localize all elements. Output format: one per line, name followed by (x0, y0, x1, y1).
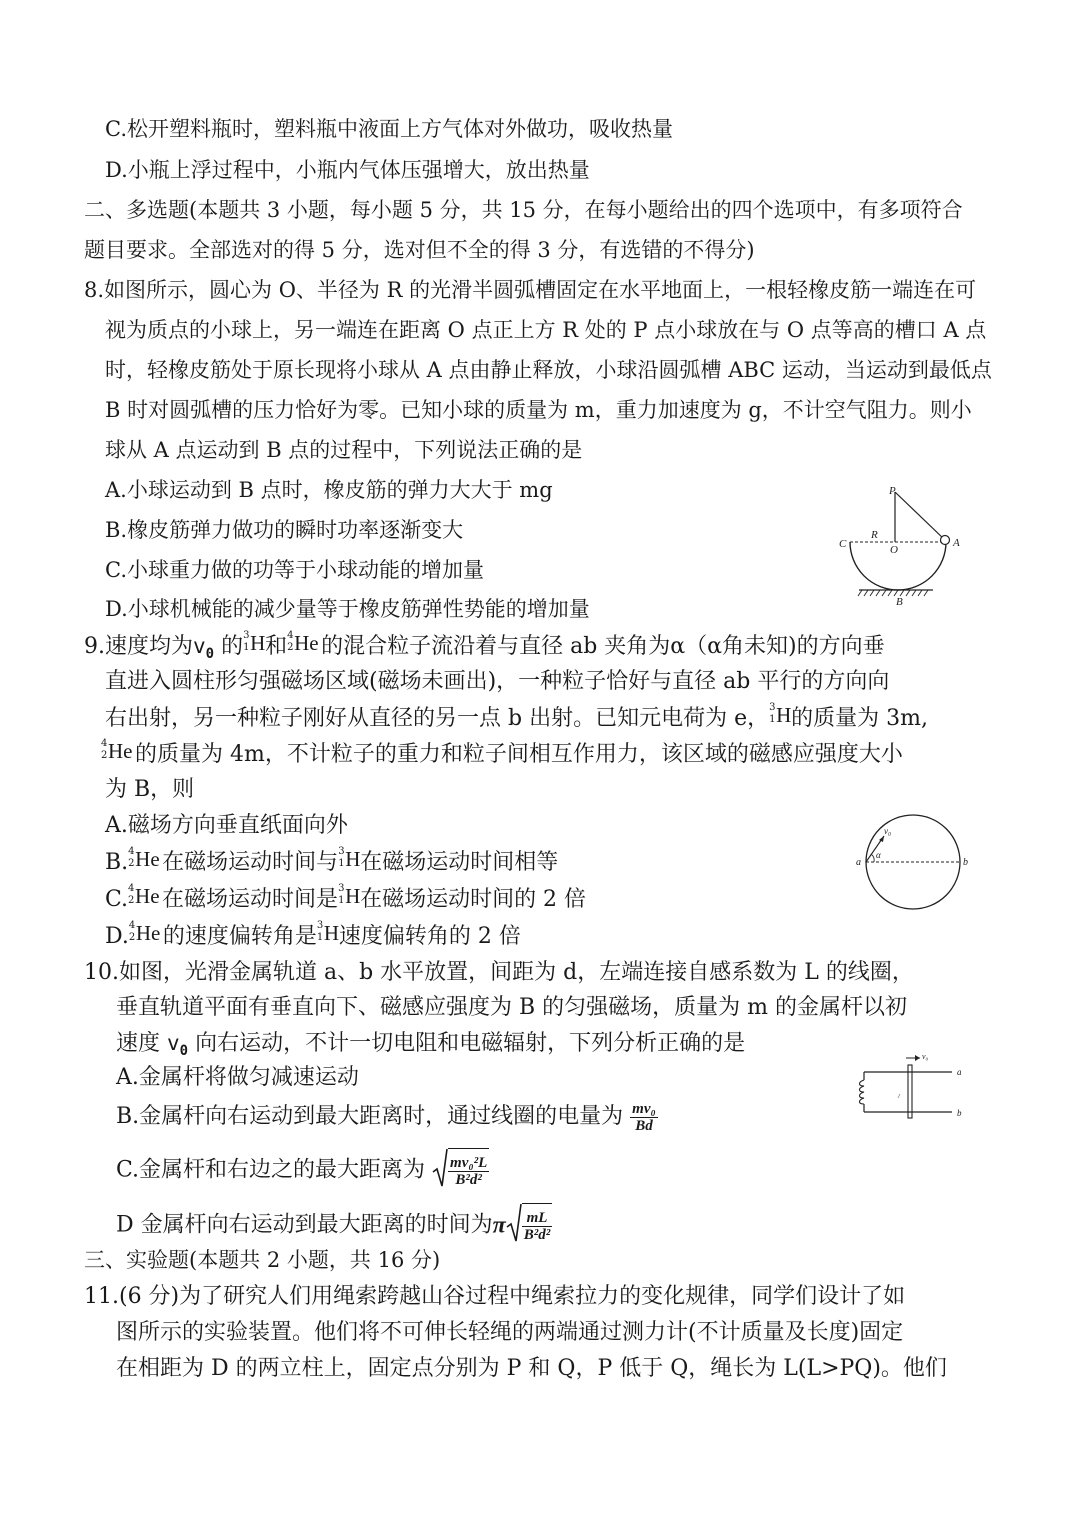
q10-option-a: A.金属杆将做匀减速运动 (116, 1065, 359, 1090)
q9-option-c: C. 4 2 He 在磁场运动时间是 3 1 H 在磁场运动时间的 2 倍 (105, 883, 587, 912)
q8-stem-line2: 视为质点的小球上，另一端连在距离 O 点正上方 R 处的 P 点小球放在与 O 点等高的槽口 A 点 (105, 318, 987, 342)
q10-d-sqrt: $\frac{mL}{\text{B²d²}}$ (506, 1203, 553, 1248)
q8-stem-line4: B 时对圆弧槽的压力恰好为零。已知小球的质量为 m，重力加速度为 g，不计空气阻力。则小 (105, 398, 972, 422)
q10-stem-line3: 速度 $v_0$ 向右运动，不计一切电阻和电磁辐射，下列分析正确的是 (116, 1031, 746, 1060)
helium-isotope: 4 2 He (287, 630, 319, 655)
section3-header: 三、实验题(本题共 2 小题，共 16 分) (84, 1248, 441, 1272)
q9-stem-line2: 直进入圆柱形匀强磁场区域(磁场未画出)，一种粒子恰好与直径 ab 平行的方向向 (105, 669, 890, 694)
tritium-isotope: 3 1 H (316, 920, 340, 945)
q9-option-a: A.磁场方向垂直纸面向外 (105, 813, 348, 838)
q8-option-b: B.橡皮筋弹力做功的瞬时功率逐渐变大 (105, 518, 464, 542)
helium-isotope: 4 2 He (128, 883, 160, 908)
q11-stem-line2: 图所示的实验装置。他们将不可伸长轻绳的两端通过测力计(不计质量及长度)固定 (116, 1320, 904, 1345)
q9-stem-line4: 4 2 He 的质量为 4m，不计粒子的重力和粒子间相互作用力，该区域的磁感应强度大小 (101, 738, 903, 767)
q8-fig-label-o: O (890, 544, 898, 556)
q8-fig-label-a: A (953, 537, 960, 549)
q10-b-fraction: $\frac{\text{mv₀}}{Bd}$ (632, 1100, 656, 1134)
q8-stem-line5: 球从 A 点运动到 B 点的过程中，下列说法正确的是 (105, 438, 583, 462)
q10-option-d: D 金属杆向右运动到最大距离的时间为π $\frac{mL}{\text{B²d²}}$ (116, 1203, 552, 1248)
q10-stem-line2: 垂直轨道平面有垂直向下、磁感应强度为 B 的匀强磁场，质量为 m 的金属杆以初 (116, 995, 908, 1020)
q9-fig-label-v0: v₀ (884, 826, 892, 836)
q8-fig-label-r: R (871, 529, 878, 541)
q10-fig-label-v0: v₀ (922, 1052, 929, 1061)
q8-option-a: A.小球运动到 B 点时，橡皮筋的弹力大大于 mg (105, 478, 553, 502)
q8-stem-line3: 时，轻橡皮筋处于原长现将小球从 A 点由静止释放，小球沿圆弧槽 ABC 运动，当运动到最低点 (105, 358, 992, 382)
tritium-isotope: 3 1 H (769, 702, 792, 727)
q8-semicircle-figure (835, 480, 975, 612)
v0-symbol: $v_0$ (193, 634, 215, 663)
q9-option-b: B. 4 2 He 在磁场运动时间与 3 1 H 在磁场运动时间相等 (105, 846, 559, 875)
tritium-isotope: 3 1 H (338, 846, 361, 871)
q8-option-c: C.小球重力做的功等于小球动能的增加量 (105, 558, 484, 582)
q8-option-d: D.小球机械能的减少量等于橡皮筋弹性势能的增加量 (105, 597, 590, 621)
q9-stem-line5: 为 B，则 (105, 777, 195, 802)
q8-stem-line1: 8.如图所示，圆心为 O、半径为 R 的光滑半圆弧槽固定在水平地面上，一根轻橡皮筋一端连在可 (84, 278, 977, 302)
q8-fig-label-p: P (889, 485, 896, 497)
helium-isotope: 4 2 He (101, 738, 133, 763)
section2-header-line1: 二、多选题(本题共 3 小题，每小题 5 分，共 15 分，在每小题给出的四个选项中，有多项符合 (84, 198, 963, 222)
q9-fig-label-a: a (856, 857, 861, 868)
q9-fig-label-alpha: α (876, 850, 881, 860)
q10-fig-label-b: b (957, 1108, 962, 1118)
q10-c-sqrt: $\frac{\text{mv₀²L}}{\text{B²d²}}$ (432, 1148, 489, 1193)
q10-option-c: C.金属杆和右边之的最大距离为 $\frac{\text{mv₀²L}}{\text{B²d²}}$ (116, 1148, 489, 1193)
q9-stem-line3: 右出射，另一种粒子刚好从直径的另一点 b 出射。已知元电荷为 e， 3 1 H 的质量为 3m, (105, 702, 928, 731)
section2-header-line2: 题目要求。全部选对的得 5 分，选对但不全的得 3 分，有选错的不得分) (84, 238, 755, 262)
q9-fig-label-b: b (963, 857, 968, 868)
q10-rail-figure (856, 1050, 971, 1122)
q9-stem-line1: 9.速度均为$v_0$ 的 3 1 H 和 4 2 He 的混合粒子流沿着与直径 ab 夹角为α（α角未知)的方向垂 (84, 630, 885, 663)
q10-fig-label-a: a (957, 1067, 962, 1077)
q9-option-d: D. 4 2 He 的速度偏转角是 3 1 H 速度偏转角的 2 倍 (105, 920, 521, 949)
q10-option-b: B.金属杆向右运动到最大距离时，通过线圈的电量为 $\frac{\text{mv₀}}{Bd}$ (116, 1100, 656, 1134)
helium-isotope: 4 2 He (128, 846, 160, 871)
q11-stem-line1: 11.(6 分)为了研究人们用绳索跨越山谷过程中绳索拉力的变化规律，同学们设计了如 (84, 1284, 906, 1309)
tritium-isotope: 3 1 H (243, 630, 266, 655)
q8-fig-label-c: C (839, 538, 847, 550)
tritium-isotope: 3 1 H (338, 883, 361, 908)
q9-circle-figure (852, 812, 974, 912)
q7-option-c: C.松开塑料瓶时，塑料瓶中液面上方气体对外做功，吸收热量 (105, 117, 673, 141)
q11-stem-line3: 在相距为 D 的两立柱上，固定点分别为 P 和 Q，P 低于 Q，绳长为 L(L>PQ)。他们 (116, 1356, 947, 1381)
v0-symbol: $v_0$ (167, 1031, 189, 1060)
q7-option-d: D.小瓶上浮过程中，小瓶内气体压强增大，放出热量 (105, 158, 590, 182)
q8-fig-label-b: B (896, 596, 903, 608)
q10-stem-line1: 10.如图，光滑金属轨道 a、b 水平放置，间距为 d，左端连接自感系数为 L 的线圈， (84, 960, 914, 985)
helium-isotope: 4 2 He (128, 920, 161, 945)
